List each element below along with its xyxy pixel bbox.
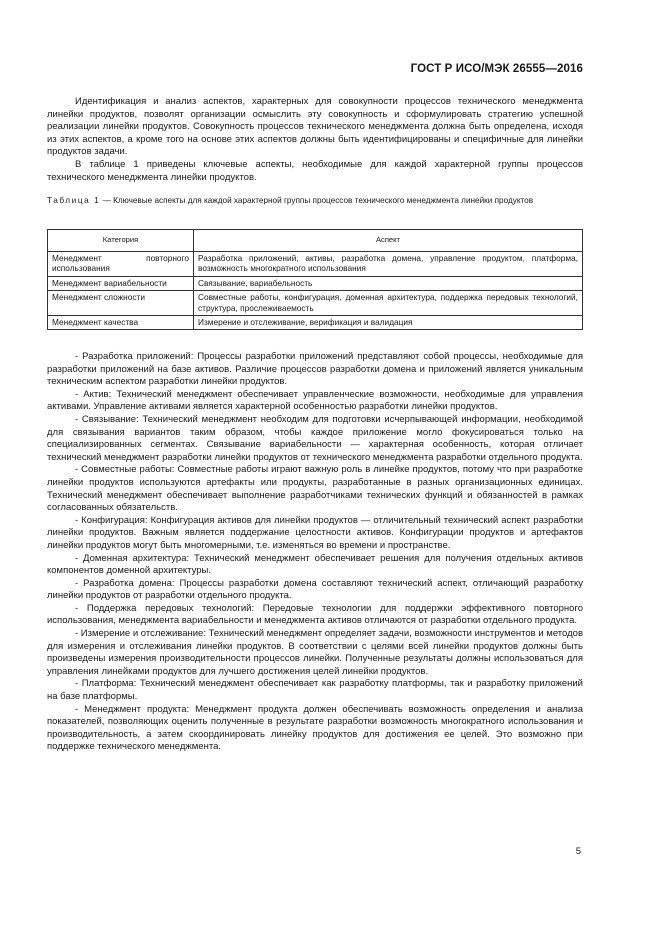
table-caption bbox=[47, 196, 583, 207]
aspect-paragraph: - Поддержка передовых технологий: Передовые технологии для поддержки эффективного повторного использования, менеджмента вариабельности и менеджмента активов отличаются от разработки отдельного продукта. bbox=[47, 602, 583, 627]
standard-code: ГОСТ Р ИСО/МЭК 26555—2016 bbox=[410, 63, 583, 75]
table-row bbox=[48, 316, 583, 330]
table-row bbox=[48, 276, 583, 290]
table-header-row bbox=[48, 230, 583, 252]
aspects-table bbox=[47, 229, 583, 330]
cell-category: Менеджмент сложности bbox=[48, 291, 194, 316]
aspect-paragraph: - Актив: Технический менеджмент обеспечивает управленческие возможности, необходимые для управления активами. Управление активами является характерной особенностью разработки линейки продуктов. bbox=[47, 388, 583, 413]
aspect-paragraph: - Разработка домена: Процессы разработки домена составляют технический аспект, отличающий разработку линейки продуктов от разработки отдельного продукта. bbox=[47, 577, 583, 602]
cell-aspect: Измерение и отслеживание, верификация и валидация bbox=[194, 316, 583, 330]
cell-category: Менеджмент качества bbox=[48, 316, 194, 330]
table-row bbox=[48, 252, 583, 277]
intro-paragraph: В таблице 1 приведены ключевые аспекты, необходимые для каждой характерной группы процессов технического менеджмента линейки продуктов. bbox=[47, 158, 583, 183]
page-number: 5 bbox=[575, 846, 581, 857]
table-caption-text: — Ключевые аспекты для каждой характерной группы процессов технического менеджмента линейки продуктов bbox=[100, 196, 534, 205]
intro-paragraph: Идентификация и анализ аспектов, характерных для совокупности процессов технического менеджмента линейки продуктов, позволят организации осмыслить эту совокупность и сформулировать стратегию успешной реализации линейки продуктов. Совокупность процессов технического менеджмента должна быть определена, исходя из этих аспектов, а кроме того на основе этих аспектов должны быть идентифицированы и специфичные для линейки продуктов задачи. bbox=[47, 96, 583, 158]
header-category: Категория bbox=[48, 230, 194, 252]
cell-category: Менеджмент повторного использования bbox=[48, 252, 194, 277]
cell-aspect: Разработка приложений, активы, разработка домена, управление продуктом, платформа, возможность многократного использования bbox=[194, 252, 583, 277]
cell-aspect: Связывание, вариабельность bbox=[194, 276, 583, 290]
table-caption-label: Таблица 1 bbox=[47, 196, 101, 205]
aspect-paragraph: - Измерение и отслеживание: Технический менеджмент определяет задачи, возможности инструментов и методов для измерения и отслеживания линейки продуктов. В соответствии с целями всей линейки продуктов должны быть произведены измерения производительности процессов линейки. Полученные результаты должны использоваться для управления линейками продуктов для лучшего достижения целей линейки продуктов. bbox=[47, 628, 583, 677]
aspect-paragraph: - Конфигурация: Конфигурация активов для линейки продуктов — отличительный технический аспект разработки линейки продуктов. Важным является поддержание целостности активов. Конфигурации продуктов и артефактов линейки продуктов могут быть многомерными, т.е. изменяться во времени и пространстве. bbox=[47, 514, 583, 551]
aspect-descriptions bbox=[47, 351, 583, 754]
table-row bbox=[48, 291, 583, 316]
header-aspect: Аспект bbox=[194, 230, 583, 252]
aspect-paragraph: - Разработка приложений: Процессы разработки приложений представляют собой процессы, необходимые для разработки приложений на базе активов. Различие процессов разработки домена и приложений является уникальным техническим аспектом разработки линейки продуктов. bbox=[47, 351, 583, 388]
aspect-paragraph: - Связывание: Технический менеджмент необходим для подготовки исчерпывающей информации, необходимой для связывания вариантов таким образом, чтобы каждое приложение могло фокусироваться только на специализированных сегментах. Связывание вариабельности — характерная особенность, которая отличает технический менеджмент разработки линейки продуктов от технического менеджмента разработки отдельного продукта. bbox=[47, 413, 583, 463]
cell-category: Менеджмент вариабельности bbox=[48, 276, 194, 290]
aspect-paragraph: - Менеджмент продукта: Менеджмент продукта должен обеспечивать возможность определения и анализа показателей, позволяющих оценить полученные в результате разработки возможность многократного использования и производительность, а затем скоординировать линейку продуктов для достижения ее целей. Это возможно при поддержке технического менеджмента. bbox=[47, 703, 583, 753]
intro-section bbox=[47, 96, 583, 184]
aspect-paragraph: - Доменная архитектура: Технический менеджмент обеспечивает решения для получения отдельных активов компонентов доменной архитектуры. bbox=[47, 552, 583, 577]
cell-aspect: Совместные работы, конфигурация, доменная архитектура, поддержка передовых технологий, структура, прослеживаемость bbox=[194, 291, 583, 316]
aspect-paragraph: - Платформа: Технический менеджмент обеспечивает как разработку платформы, так и разработку приложений на базе платформы. bbox=[47, 678, 583, 703]
aspect-paragraph: - Совместные работы: Совместные работы играют важную роль в линейке продуктов, потому что при разработке линейки продуктов используются артефакты или продукты, разработанные в разных организационных единицах. Технический менеджмент обеспечивает выполнение разработчиками технических функций и обязанностей в рамках согласованных обязательств. bbox=[47, 464, 583, 514]
